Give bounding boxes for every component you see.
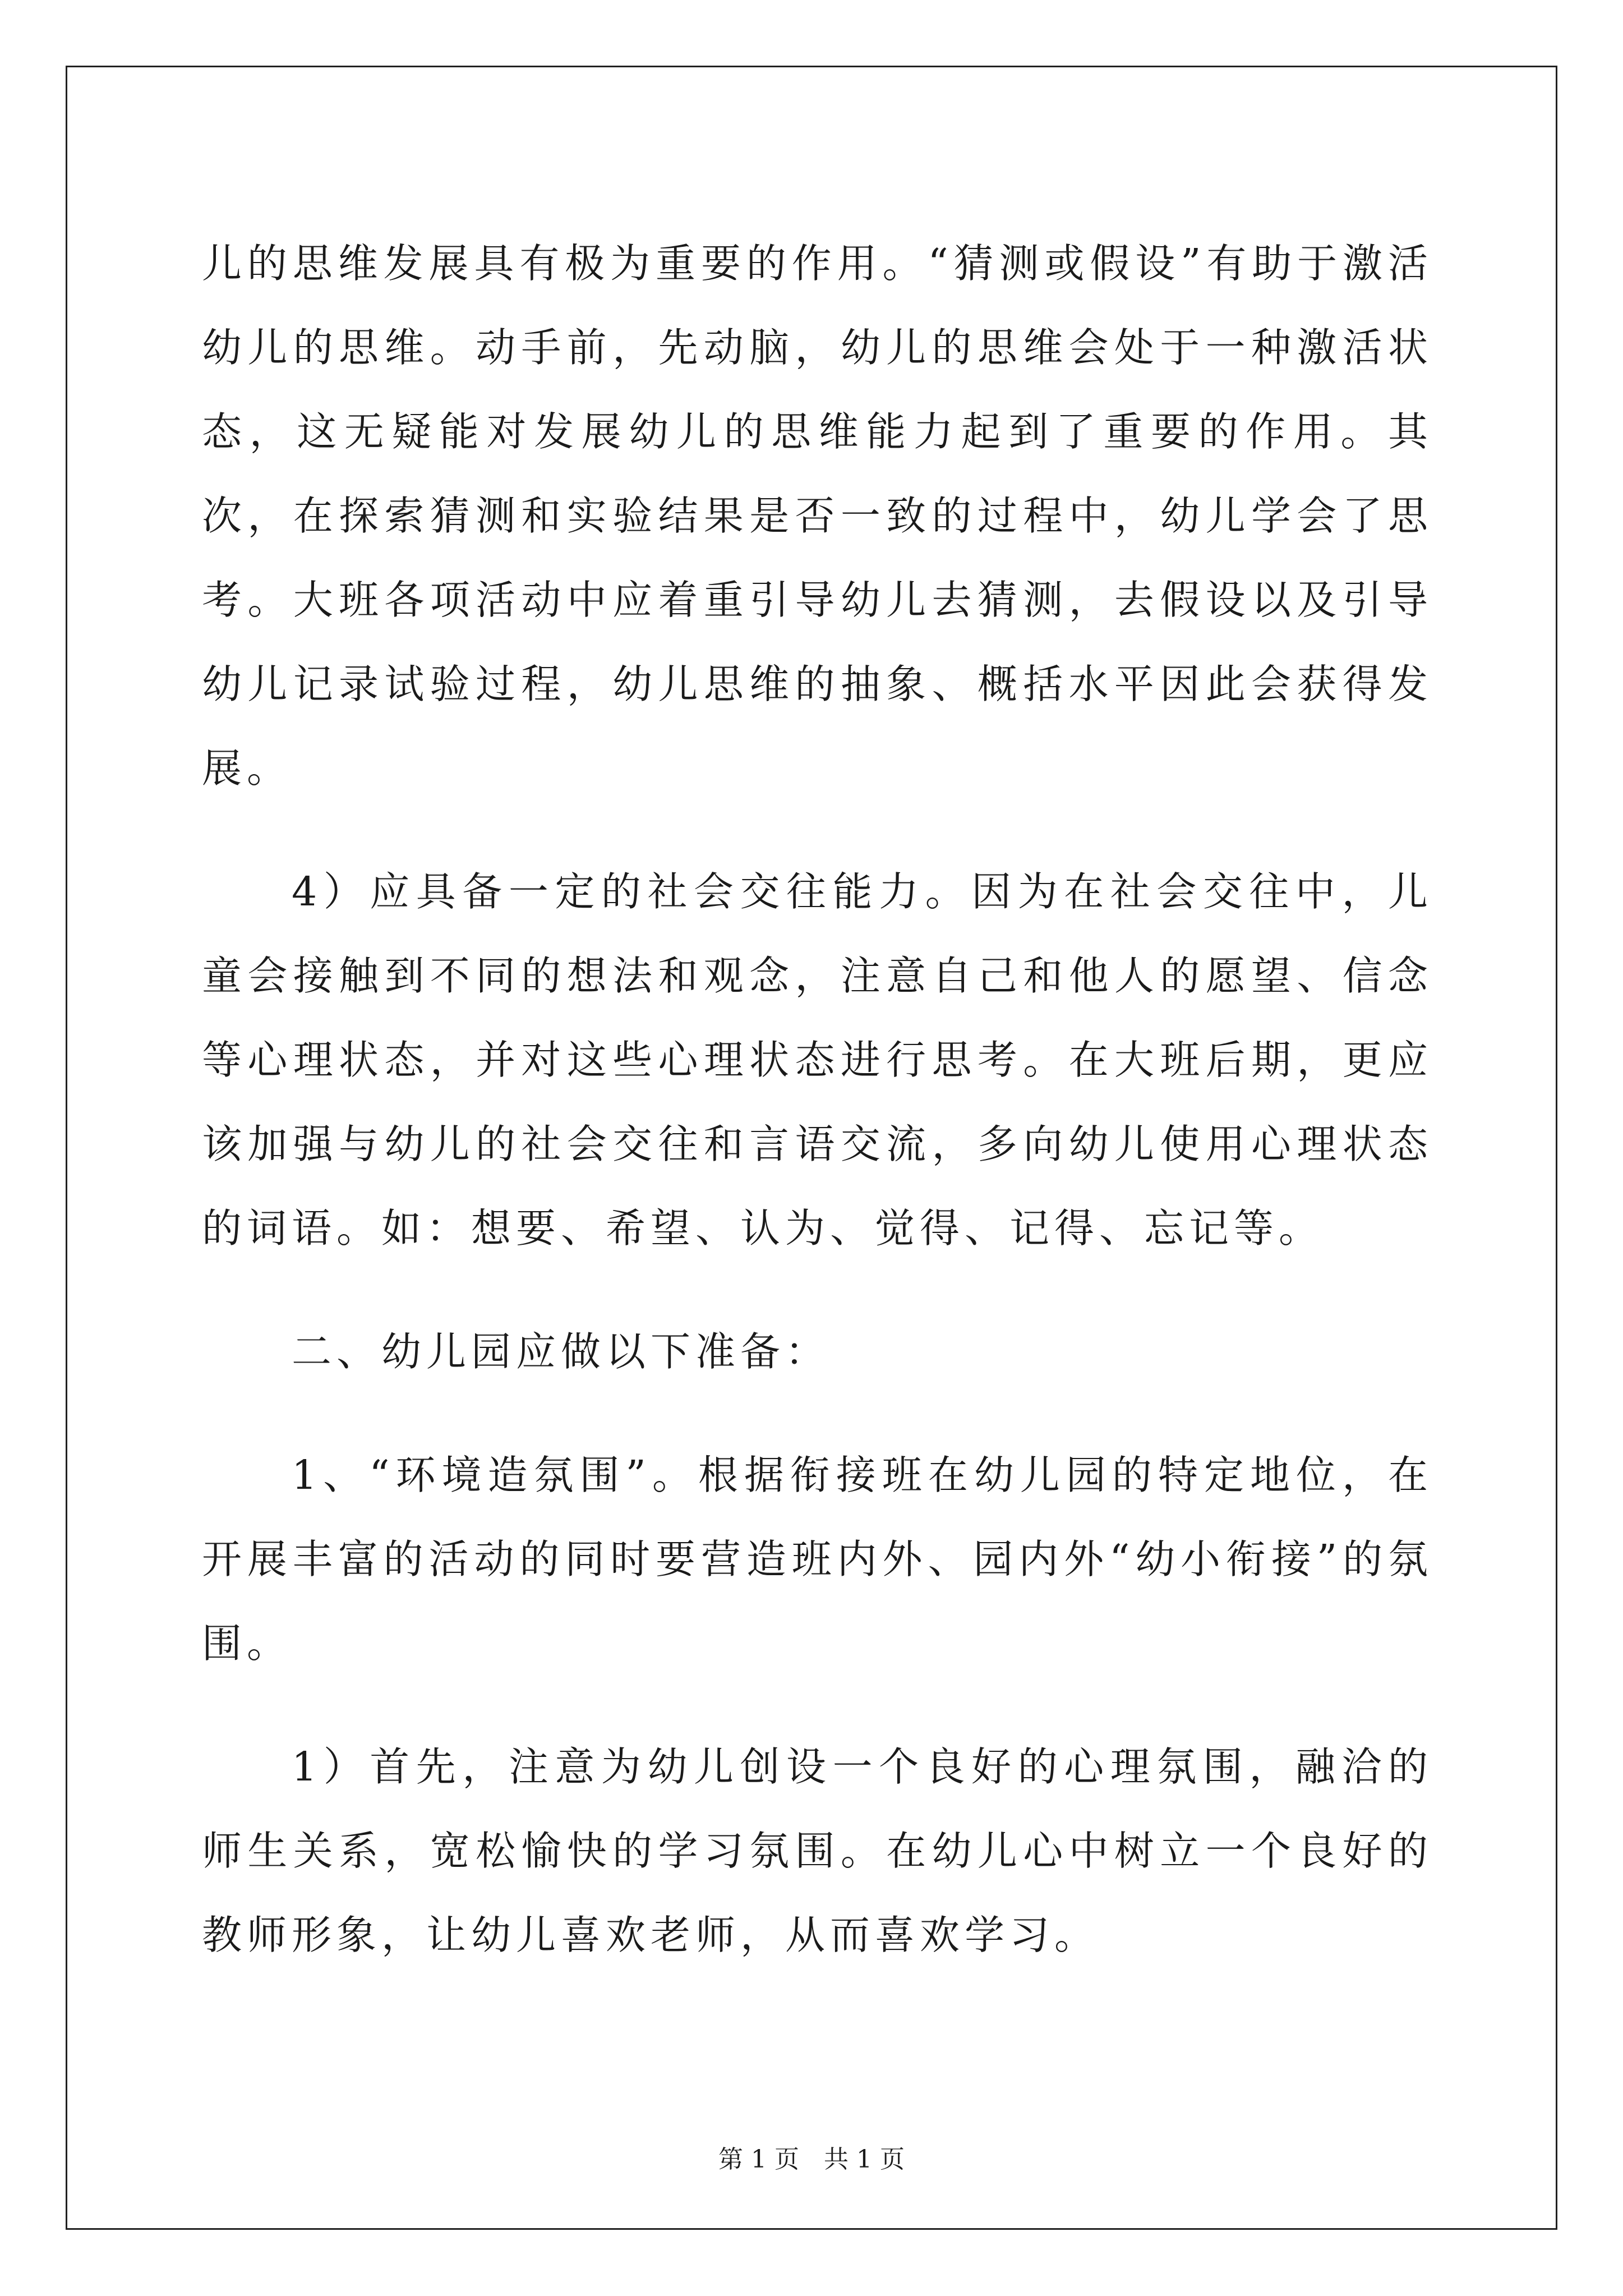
paragraph-continued: 儿的思维发展具有极为重要的作用。“猜测或假设”有助于激活幼儿的思维。动手前，先动脑，幼儿的思维会处于一种激活状态，这无疑能对发展幼儿的思维能力起到了重要的作用。其次，在探索猜测和实验结果是否一致的过程中，幼儿学会了思考。大班各项活动中应着重引导幼儿去猜测，去假设以及引导幼儿记录试验过程，幼儿思维的抽象、概括水平因此会获得发展。 — [202, 240, 1433, 792]
document-body — [202, 222, 1433, 1977]
paragraph-environment: 1、“环境造氛围”。根据衔接班在幼儿园的特定地位，在开展丰富的活动的同时要营造班内外、园内外“幼小衔接”的氛围。 — [202, 1452, 1433, 1667]
section-heading: 二、幼儿园应做以下准备： — [292, 1328, 831, 1375]
page-footer — [0, 2143, 1623, 2177]
page-number: 第 1 页 — [718, 2145, 799, 2174]
paragraph-atmosphere: 1）首先，注意为幼儿创设一个良好的心理氛围，融洽的师生关系，宽松愉快的学习氛围。在幼儿心中树立一个良好的教师形象，让幼儿喜欢老师，从而喜欢学习。 — [202, 1743, 1433, 1958]
paragraph-social-skills: 4）应具备一定的社会交往能力。因为在社会交往中，儿童会接触到不同的想法和观念，注意自己和他人的愿望、信念等心理状态，并对这些心理状态进行思考。在大班后期，更应该加强与幼儿的社会交往和言语交流，多向幼儿使用心理状态的词语。如：想要、希望、认为、觉得、记得、忘记等。 — [202, 868, 1433, 1251]
page-total: 共 1 页 — [824, 2145, 905, 2174]
